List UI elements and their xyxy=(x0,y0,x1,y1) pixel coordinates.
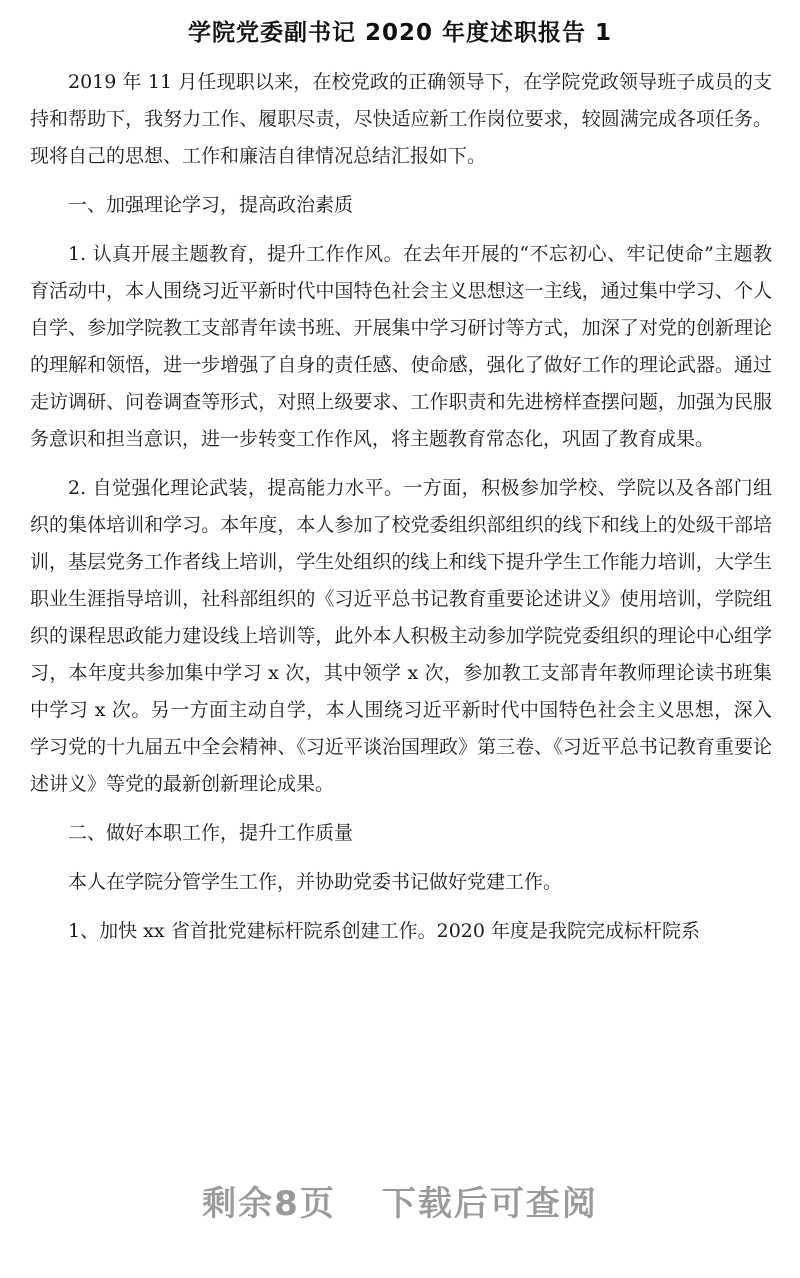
paragraph-item-2: 2. 自觉强化理论武装，提高能力水平。一方面，积极参加学校、学院以及各部门组织的集体培训和学习。本年度，本人参加了校党委组织部组织的线下和线上的处级干部培训，基层党务工作者线上培训，学生处组织的线上和线下提升学生工作能力培训，大学生职业生涯指导培训，社科部组织的《习近平总书记教育重要论述讲义》使用培训，学院组织的课程思政能力建设线上培训等，此外本人积极主动参加学院党委组织的理论中心组学习，本年度共参加集中学习 x 次，其中领学 x 次，参加教工支部青年教师理论读书班集中学习 x 次。另一方面主动自学，本人围绕习近平新时代中国特色社会主义思想，深入学习党的十九届五中全会精神、《习近平谈治国理政》第三卷、《习近平总书记教育重要论述讲义》等党的最新创新理论成果。 xyxy=(30,477,772,795)
paragraph-intro: 2019 年 11 月任现职以来，在校党政的正确领导下，在学院党政领导班子成员的支持和帮助下，我努力工作、履职尽责，尽快适应新工作岗位要求，较圆满完成各项任务。现将自己的思想、工作和廉洁自律情况总结汇报如下。 xyxy=(30,71,772,167)
paragraph-item-1: 1. 认真开展主题教育，提升工作作风。在去年开展的“不忘初心、牢记使命”主题教育活动中，本人围绕习近平新时代中国特色社会主义思想这一主线，通过集中学习、个人自学、参加学院教工支部青年读书班、开展集中学习研讨等方式，加深了对党的创新理论的理解和领悟，进一步增强了自身的责任感、使命感，强化了做好工作的理论武器。通过走访调研、问卷调查等形式，对照上级要求、工作职责和先进榜样查摆问题，加强为民服务意识和担当意识，进一步转变工作作风，将主题教育常态化，巩固了教育成果。 xyxy=(30,243,772,450)
paragraph-item-3: 1、加快 xx 省首批党建标杆院系创建工作。2020 年度是我院完成标杆院系 xyxy=(68,920,700,942)
section-heading-2: 二、做好本职工作，提升工作质量 xyxy=(68,822,354,844)
paragraph-duty: 本人在学院分管学生工作，并协助党委书记做好党建工作。 xyxy=(68,871,563,893)
section-heading-1: 一、加强理论学习，提高政治素质 xyxy=(68,194,354,216)
document-body xyxy=(30,64,772,962)
download-banner[interactable] xyxy=(0,1176,800,1225)
download-hint-label: 下载后可查阅 xyxy=(381,1184,598,1224)
document-title: 学院党委副书记 2020 年度述职报告 1 xyxy=(187,20,613,46)
remaining-pages-label: 剩余8页 xyxy=(202,1184,336,1224)
